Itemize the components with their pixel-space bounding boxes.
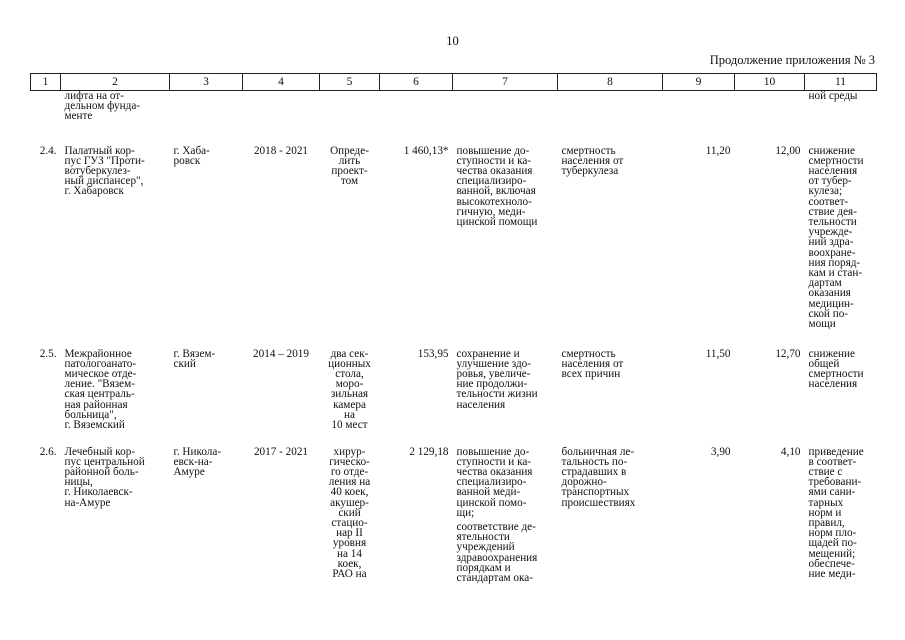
capacity: два сек- ционных стола, моро- зильная камера на 10 мест xyxy=(328,347,371,431)
col-header-5: 5 xyxy=(320,74,380,91)
value-end: 4,10 xyxy=(780,445,801,458)
appendix-caption: Продолжение приложения № 3 xyxy=(709,53,875,67)
table-header-row xyxy=(31,74,877,91)
effect: ной среды xyxy=(808,90,858,102)
col-header-9: 9 xyxy=(663,74,735,91)
value-start: 3,90 xyxy=(710,445,731,458)
value-start: 11,50 xyxy=(705,347,731,360)
period: 2018 - 2021 xyxy=(253,144,309,157)
value-start: 11,20 xyxy=(705,144,731,157)
indicator: смертность населения от туберкулеза xyxy=(561,144,624,177)
location: г. Вязем- ский xyxy=(173,347,216,370)
cost: 1 460,13* xyxy=(403,144,449,157)
value-end: 12,00 xyxy=(775,144,801,157)
value-end: 12,70 xyxy=(775,347,801,360)
col-header-3: 3 xyxy=(170,74,243,91)
row-number: 2.5. xyxy=(39,347,57,360)
col-header-7: 7 xyxy=(453,74,558,91)
object-name: Межрайонное патологоанато- мическое отде- ление. "Вязем- ская централь- ная районная больница", г. Вяземский xyxy=(64,347,137,431)
goal: повышение до- ступности и ка- чества оказания специализиро- ванной меди- цинской помо- щи; xyxy=(456,445,533,519)
col-header-4: 4 xyxy=(243,74,320,91)
table-row xyxy=(31,146,877,349)
col-header-2: 2 xyxy=(61,74,170,91)
location: г. Никола- евск-на- Амуре xyxy=(173,445,222,478)
indicator: смертность населения от всех причин xyxy=(561,347,624,380)
data-table xyxy=(30,73,877,583)
effect: приведение в соответ- ствие с требовани- ями сани- тарных норм и правил, норм пло- щадей по- мещений; обеспече- ние меди- xyxy=(808,445,864,580)
col-header-11: 11 xyxy=(805,74,877,91)
location: г. Хаба- ровск xyxy=(173,144,210,167)
object-name: Лечебный кор- пус центральной районной боль- ницы, г. Николаевск- на-Амуре xyxy=(64,445,145,509)
table-row xyxy=(31,349,877,447)
capacity: Опреде- лить проект- том xyxy=(330,144,369,188)
col-header-6: 6 xyxy=(380,74,453,91)
col-header-10: 10 xyxy=(735,74,805,91)
indicator: больничная ле- тальность по- страдавших в дорожно- транспортных происшествиях xyxy=(561,445,636,509)
capacity: хирур- гическо- го отде- ления на 40 коек, акушер- ский стацио- нар II уровня на 14 коек, РАО на xyxy=(328,445,371,580)
table-row xyxy=(31,447,877,584)
period: 2014 – 2019 xyxy=(253,347,309,360)
period: 2017 - 2021 xyxy=(253,445,309,458)
goal: сохранение и улучшение здо- ровья, увеличе- ние продолжи- тельности жизни населения xyxy=(456,347,538,411)
cost: 2 129,18 xyxy=(409,445,449,458)
col-header-8: 8 xyxy=(558,74,663,91)
row-number: 2.6. xyxy=(39,445,57,458)
page-number: 10 xyxy=(446,34,459,48)
row-number: 2.4. xyxy=(39,144,57,157)
effect: снижение общей смертности населения xyxy=(808,347,864,391)
goal-continued: соответствие де- ятельности учреждений здравоохранения порядкам и стандартам ока- xyxy=(456,520,538,584)
table-row xyxy=(31,91,877,146)
object-name: Палатный кор- пус ГУЗ "Проти- вотуберкулез- ный диспансер", г. Хабаровск xyxy=(64,144,145,198)
cost: 153,95 xyxy=(417,347,449,360)
effect: снижение смертности населения от тубер- кулеза; соответ- ствие дея- тельности учрежде- ний здра- воохране- ния поряд- кам и стан- дартам оказания медицин- ской по- мощи xyxy=(808,144,864,330)
col-header-1: 1 xyxy=(31,74,61,91)
object-name: лифта на от- дельном фунда- менте xyxy=(64,90,141,123)
goal: повышение до- ступности и ка- чества оказания специализиро- ванной, включая высокотехноло- гичную, меди- цинской помощи xyxy=(456,144,538,228)
